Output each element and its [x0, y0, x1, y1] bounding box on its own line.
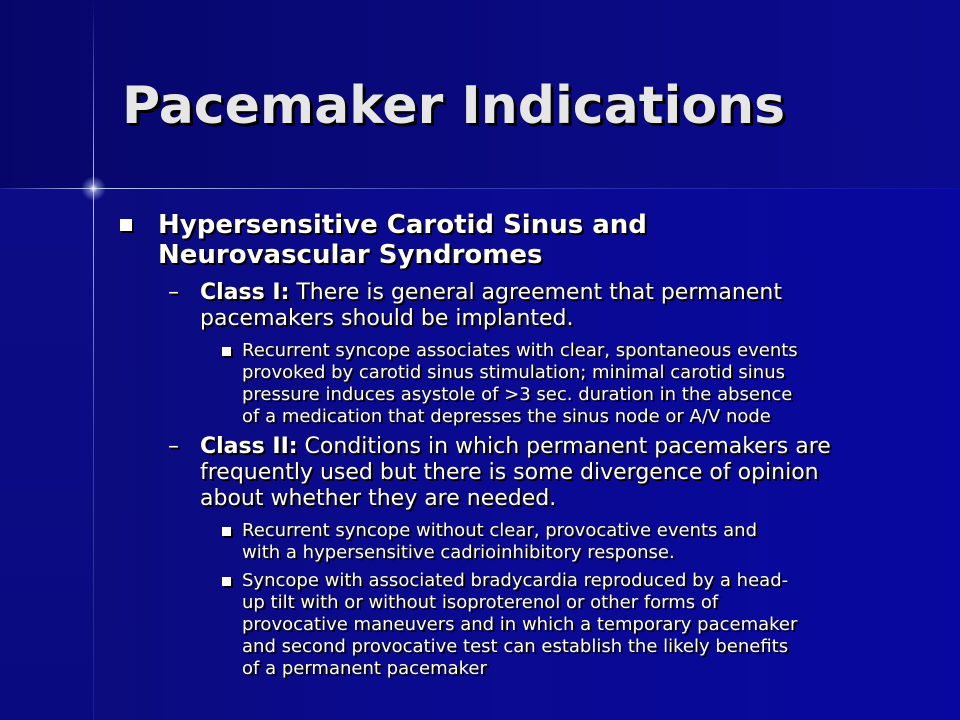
class1-text1: There is general agreement that permanent	[289, 280, 782, 305]
bullet-level1	[120, 210, 910, 270]
class2-bullet-line: of a permanent pacemaker	[242, 658, 487, 679]
square-bullet-icon	[222, 577, 231, 586]
class2-bullet-line: Recurrent syncope without clear, provocative events and	[242, 520, 758, 541]
class1-bullet	[120, 340, 910, 428]
class1-item	[120, 280, 910, 332]
class1-bullet-line: of a medication that depresses the sinus node or A/V node	[242, 406, 771, 427]
left-band	[0, 188, 93, 720]
class1-bullet-line: Recurrent syncope associates with clear, spontaneous events	[242, 340, 798, 361]
square-bullet-icon	[222, 347, 231, 356]
class2-label: Class II:	[200, 434, 298, 459]
slide-body	[120, 210, 910, 686]
class2-text1: Conditions in which permanent pacemakers are	[297, 434, 831, 459]
class2-bullet-line: with a hypersensitive cadrioinhibitory response.	[242, 542, 675, 563]
class2-line2: frequently used but there is some divergence of opinion	[200, 460, 819, 485]
class2-bullet-line: up tilt with or without isoproterenol or other forms of	[242, 592, 719, 613]
dash-marker: –	[168, 280, 179, 305]
class2-line3: about whether they are needed.	[200, 486, 557, 511]
class2-line1	[200, 434, 910, 460]
class2-bullet-line: provocative maneuvers and in which a temporary pacemaker	[242, 614, 798, 635]
sparkle-icon	[81, 176, 106, 201]
slide-title: Pacemaker Indications	[122, 76, 786, 136]
square-bullet-icon	[222, 527, 231, 536]
bullet-level1-line1: Hypersensitive Carotid Sinus and	[158, 210, 647, 240]
horizontal-accent-line	[0, 188, 960, 189]
class1-line1	[200, 280, 910, 306]
class1-label: Class I:	[200, 280, 290, 305]
class2-bullet-line: and second provocative test can establish the likely benefits	[242, 636, 789, 657]
dash-marker: –	[168, 434, 179, 459]
class2-bullet	[120, 570, 910, 680]
class2-bullet	[120, 520, 910, 564]
bullet-level1-line2: Neurovascular Syndromes	[158, 240, 543, 270]
class1-bullet-line: pressure induces asystole of >3 sec. duration in the absence	[242, 384, 793, 405]
class1-bullet-line: provoked by carotid sinus stimulation; minimal carotid sinus	[242, 362, 785, 383]
class2-item	[120, 434, 910, 512]
vertical-accent-line	[93, 0, 94, 720]
square-bullet-icon	[120, 219, 132, 231]
class2-bullet-line: Syncope with associated bradycardia reproduced by a head-	[242, 570, 789, 591]
class1-line2: pacemakers should be implanted.	[200, 306, 574, 331]
